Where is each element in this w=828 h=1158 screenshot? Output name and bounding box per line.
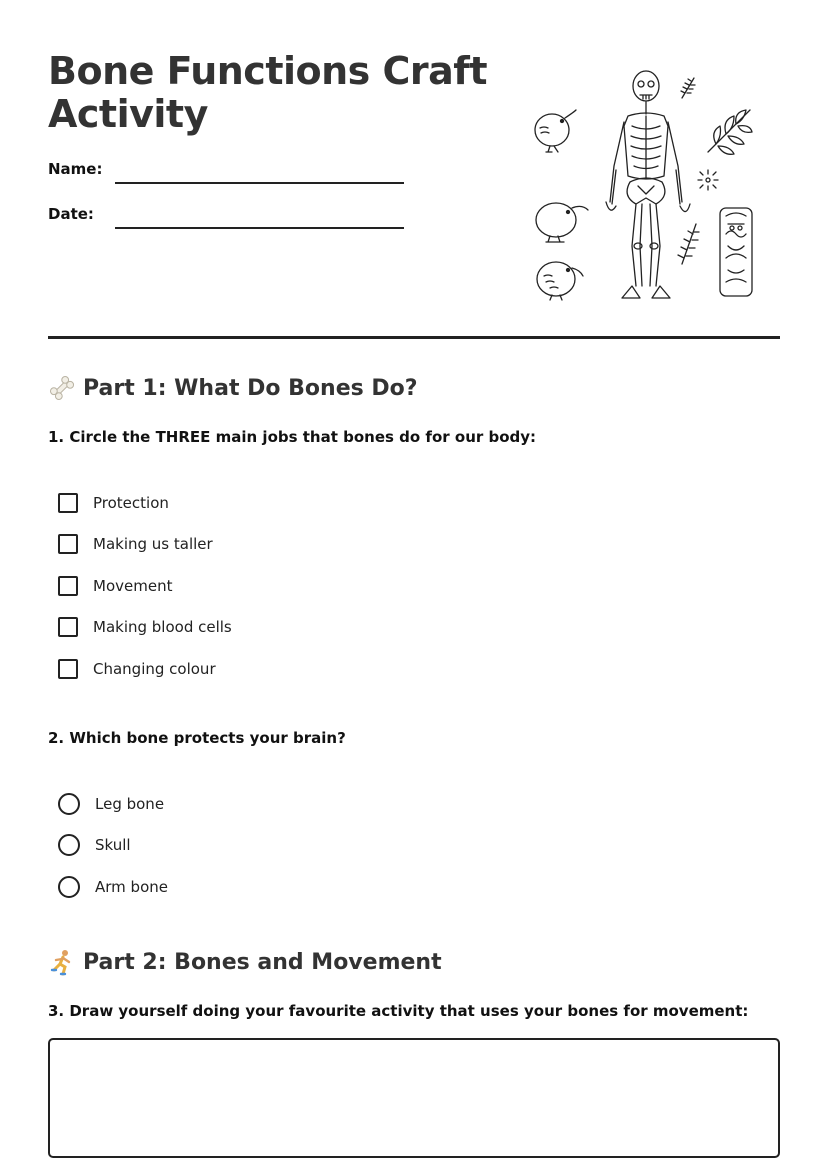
skeleton-icon [606,71,690,298]
option-leg-bone[interactable] [58,792,164,816]
part2-heading [48,946,442,978]
option-label: Arm bone [95,878,168,896]
header-divider [48,336,780,339]
kiwi-bird-icon [537,262,583,300]
option-label: Protection [93,494,169,512]
date-field[interactable] [48,205,408,229]
bone-icon [48,374,76,402]
date-label: Date: [48,205,94,223]
question-1: 1. Circle the THREE main jobs that bones do for our body: [48,428,537,446]
name-line[interactable] [115,182,404,184]
radio-button[interactable] [58,834,80,856]
checkbox[interactable] [58,534,78,554]
question-2: 2. Which bone protects your brain? [48,729,346,747]
illustration [532,66,764,306]
checkbox[interactable] [58,493,78,513]
part1-title: Part 1: What Do Bones Do? [83,375,418,401]
part1-heading [48,372,418,404]
radio-button[interactable] [58,876,80,898]
carving-icon [720,208,752,296]
option-skull[interactable] [58,833,131,857]
option-making-us-taller[interactable] [58,532,213,556]
option-arm-bone[interactable] [58,875,168,899]
checkbox[interactable] [58,659,78,679]
option-protection[interactable] [58,491,169,515]
option-label: Skull [95,836,131,854]
name-label: Name: [48,160,103,178]
name-field[interactable] [48,160,408,184]
option-label: Movement [93,577,173,595]
worksheet-page [48,0,780,1118]
part2-title: Part 2: Bones and Movement [83,949,442,975]
option-label: Leg bone [95,795,165,813]
flower-icon [698,170,718,190]
radio-button[interactable] [58,793,80,815]
option-changing-colour[interactable] [58,657,216,681]
option-movement[interactable] [58,574,172,598]
fern-icon [681,78,695,98]
kiwi-bird-icon [535,110,576,152]
option-label: Changing colour [93,660,216,678]
running-person-icon [48,948,76,976]
checkbox[interactable] [58,617,78,637]
date-line[interactable] [115,227,404,229]
option-label: Making us taller [93,535,213,553]
option-label: Making blood cells [93,618,232,636]
checkbox[interactable] [58,576,78,596]
question-3: 3. Draw yourself doing your favourite activity that uses your bones for movement: [48,1002,749,1020]
fern-icon [708,110,752,154]
fern-icon [678,224,699,264]
page-title: Bone Functions Craft Activity [48,49,487,136]
drawing-area[interactable] [48,1038,780,1158]
kiwi-bird-icon [536,203,588,242]
option-making-blood-cells[interactable] [58,615,232,639]
